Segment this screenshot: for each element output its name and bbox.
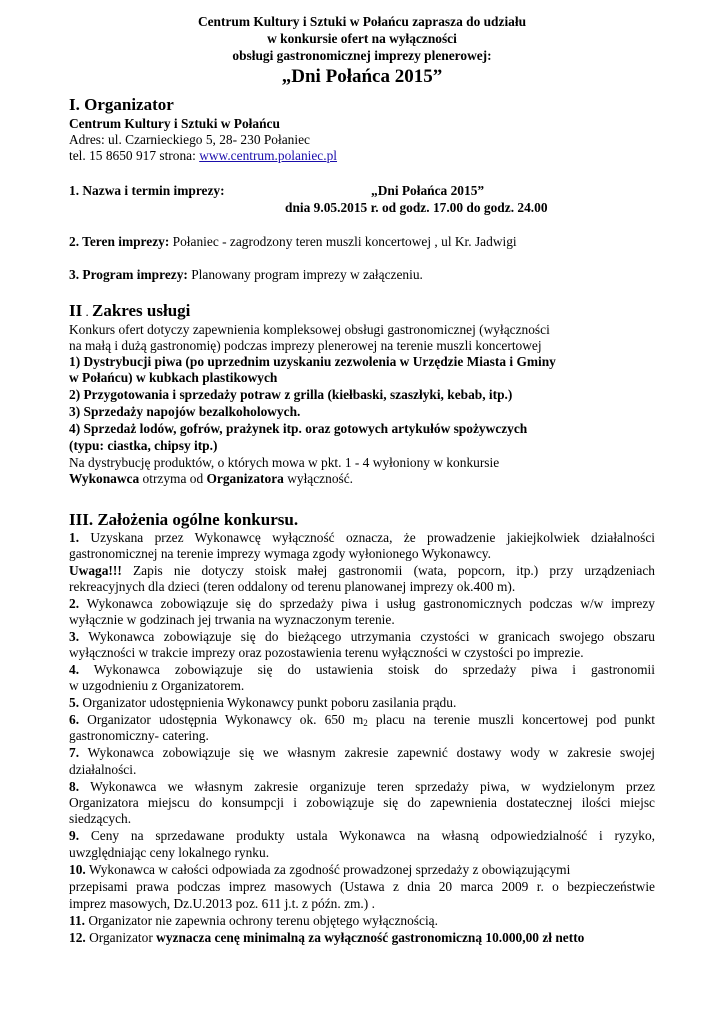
organizer-contact: [69, 148, 337, 164]
event-program-label: 3. Program imprezy:: [69, 267, 188, 282]
rule-6-number: 6.: [69, 712, 80, 727]
rule-9-text: Ceny na sprzedawane produkty ustala Wykonawca na własną odpowiedzialność i ryzyko,: [79, 828, 655, 843]
scope-point-1-line-1: 1) Dystrybucji piwa (po uprzednim uzyskaniu zezwolenia w Urzędzie Miasta i Gminy: [69, 354, 556, 369]
rule-2-number: 2.: [69, 596, 80, 611]
scope-heading-separator: .: [82, 304, 92, 319]
rule-3-line-2: wyłączności w trakcie imprezy oraz pozostawienia terenu wyłączności w czystości po imprezie.: [69, 645, 584, 660]
scope-outro-organizer: Organizatora: [206, 471, 284, 486]
rule-4-line-2: w uzgodnieniu z Organizatorem.: [69, 678, 245, 693]
rule-8-text: Wykonawca we własnym zakresie organizuje teren sprzedaży piwa, w wydzielonym przez: [79, 779, 655, 794]
event-name-label: 1. Nazwa i termin imprezy:: [69, 183, 225, 198]
rule-9-line-2: uwzględniając ceny lokalnego rynku.: [69, 845, 270, 860]
event-date-value: dnia 9.05.2015 r. od godz. 17.00 do godz. 24.00: [285, 200, 548, 215]
rule-6-text-b: placu na terenie muszli koncertowej pod punkt: [367, 712, 655, 727]
rule-3-number: 3.: [69, 629, 80, 644]
event-title: „Dni Połańca 2015”: [281, 66, 443, 87]
warning-label: Uwaga!!!: [69, 563, 122, 578]
scope-intro-line-2: na małą i dużą gastronomię) podczas imprezy plenerowej na terenie muszli koncertowej: [69, 338, 542, 353]
section-rules-heading: III. Założenia ogólne konkursu.: [69, 510, 299, 529]
rule-5-number: 5.: [69, 695, 80, 710]
rule-1-number: 1.: [69, 530, 80, 545]
section-scope-heading: [69, 301, 190, 322]
scope-heading-text: Zakres usługi: [91, 301, 191, 320]
rule-5-text: Organizator udostępnienia Wykonawcy punkt poboru zasilania prądu.: [79, 695, 457, 710]
rule-7-line-1: [69, 745, 655, 761]
scope-point-4-line-1: 4) Sprzedaż lodów, gofrów, prażynek itp. oraz gotowych artykułów spożywczych: [69, 421, 528, 436]
rule-4-line-1: [69, 662, 655, 678]
event-program-value: Planowany program imprezy w załączeniu.: [187, 267, 423, 282]
rule-11-line-1: [69, 913, 438, 929]
rule-4-number: 4.: [69, 662, 80, 677]
rule-10-line-1: [69, 862, 570, 878]
scope-point-4-line-2: (typu: ciastka, chipsy itp.): [69, 438, 218, 453]
scope-point-2: 2) Przygotowania i sprzedaży potraw z grilla (kiełbaski, szaszłyki, kebab, itp.): [69, 387, 513, 402]
scope-heading-number: II: [69, 301, 83, 320]
event-program: [69, 267, 423, 283]
rule-11-number: 11.: [69, 913, 85, 928]
event-name-value: „Dni Połańca 2015”: [371, 183, 485, 198]
rule-2-text: Wykonawca zobowiązuje się do sprzedaży piwa i usług gastronomicznych podczas w/w imprezy: [79, 596, 655, 611]
rule-11-text: Organizator nie zapewnia ochrony terenu objętego wyłącznością.: [85, 913, 438, 928]
scope-outro-line-2: [69, 471, 353, 487]
scope-outro-mid: otrzyma od: [139, 471, 207, 486]
organizer-name: Centrum Kultury i Sztuki w Połańcu: [69, 116, 280, 131]
scope-point-1-line-2: w Połańcu) w kubkach plastikowych: [69, 370, 278, 385]
invitation-line-3: obsługi gastronomicznej imprezy plenerowej:: [232, 48, 492, 63]
warning-line-2: rekreacyjnych dla dzieci (teren oddalony od terenu planowanej imprezy ok.400 m).: [69, 579, 516, 594]
rule-10-number: 10.: [69, 862, 86, 877]
organizer-phone: tel. 15 8650 917 strona:: [69, 148, 200, 163]
rule-2-line-2: wyłącznie w godzinach jej trwania na wyznaczonym terenie.: [69, 612, 395, 627]
rule-10-text: Wykonawca w całości odpowiada za zgodność prowadzonej sprzedaży z obowiązującymi: [85, 862, 571, 877]
scope-outro-contractor: Wykonawca: [69, 471, 140, 486]
rule-7-number: 7.: [69, 745, 80, 760]
rule-10-line-2: przepisami prawa podczas imprez masowych (Ustawa z dnia 20 marca 2009 r. o bezpieczeństwie: [69, 879, 655, 894]
organizer-website-link[interactable]: www.centrum.polaniec.pl: [199, 148, 338, 163]
rule-10-line-3: imprez masowych, Dz.U.2013 poz. 611 j.t. z późn. zm.) .: [69, 896, 375, 911]
warning-line-1: [69, 563, 655, 579]
rule-5-line-1: [69, 695, 456, 711]
rule-1-line-2: gastronomicznej na terenie imprezy wymaga zgody wyłonionego Wykonawcy.: [69, 546, 491, 561]
scope-outro-line-1: Na dystrybucję produktów, o których mowa w pkt. 1 - 4 wyłoniony w konkursie: [69, 455, 500, 470]
invitation-line-1: Centrum Kultury i Sztuki w Połańcu zaprasza do udziału: [197, 14, 527, 29]
warning-text: Zapis nie dotyczy stoisk małej gastronomii (wata, popcorn, itp.) przy urządzeniach: [121, 563, 655, 578]
rule-8-number: 8.: [69, 779, 80, 794]
rule-1-text: Uzyskana przez Wykonawcę wyłączność oznacza, że prowadzenie jakiejkolwiek działalności: [79, 530, 655, 545]
rule-1-line-1: [69, 530, 655, 546]
rule-8-line-2: Organizatora miejscu do konsumpcji i zobowiązuje się do zapewnienia dostatecznej ilości miejsc: [69, 795, 655, 810]
rule-2-line-1: [69, 596, 655, 612]
rule-8-line-3: siedzących.: [69, 811, 132, 826]
rule-7-text: Wykonawca zobowiązuje się we własnym zakresie zapewnić dostawy wody w zakresie swojej: [79, 745, 655, 760]
rule-12-number: 12.: [69, 930, 86, 945]
rule-6-line-2: gastronomiczny- catering.: [69, 728, 209, 743]
rule-9-line-1: [69, 828, 655, 844]
rule-4-text: Wykonawca zobowiązuje się do ustawienia stoisk do sprzedaży piwa i gastronomii: [79, 662, 655, 677]
scope-outro-end: wyłączność.: [283, 471, 354, 486]
rule-12-minimum-price: wyznacza cenę minimalną za wyłączność gastronomiczną 10.000,00 zł netto: [156, 930, 585, 945]
rule-9-number: 9.: [69, 828, 80, 843]
rule-12-line-1: [69, 930, 584, 946]
event-venue: [69, 234, 517, 250]
rule-3-text: Wykonawca zobowiązuje się do bieżącego utrzymania czystości w granicach swojego obszaru: [79, 629, 655, 644]
rule-7-line-2: działalności.: [69, 762, 137, 777]
section-organizer-heading: I. Organizator: [69, 95, 174, 114]
rule-12-text: Organizator: [85, 930, 157, 945]
invitation-line-2: w konkursie ofert na wyłączności: [267, 31, 457, 46]
rule-3-line-1: [69, 629, 655, 645]
event-venue-value: Połaniec - zagrodzony teren muszli koncertowej , ul Kr. Jadwigi: [169, 234, 517, 249]
scope-intro-line-1: Konkurs ofert dotyczy zapewnienia kompleksowej obsługi gastronomicznej (wyłączności: [69, 322, 550, 337]
rule-6-text-a: Organizator udostępnia Wykonawcy ok. 650 m: [79, 712, 364, 727]
event-venue-label: 2. Teren imprezy:: [69, 234, 170, 249]
rule-6-area-unit-subscript: 2: [363, 718, 368, 728]
organizer-address: Adres: ul. Czarnieckiego 5, 28- 230 Połaniec: [69, 132, 310, 147]
rule-8-line-1: [69, 779, 655, 795]
scope-point-3: 3) Sprzedaży napojów bezalkoholowych.: [69, 404, 301, 419]
